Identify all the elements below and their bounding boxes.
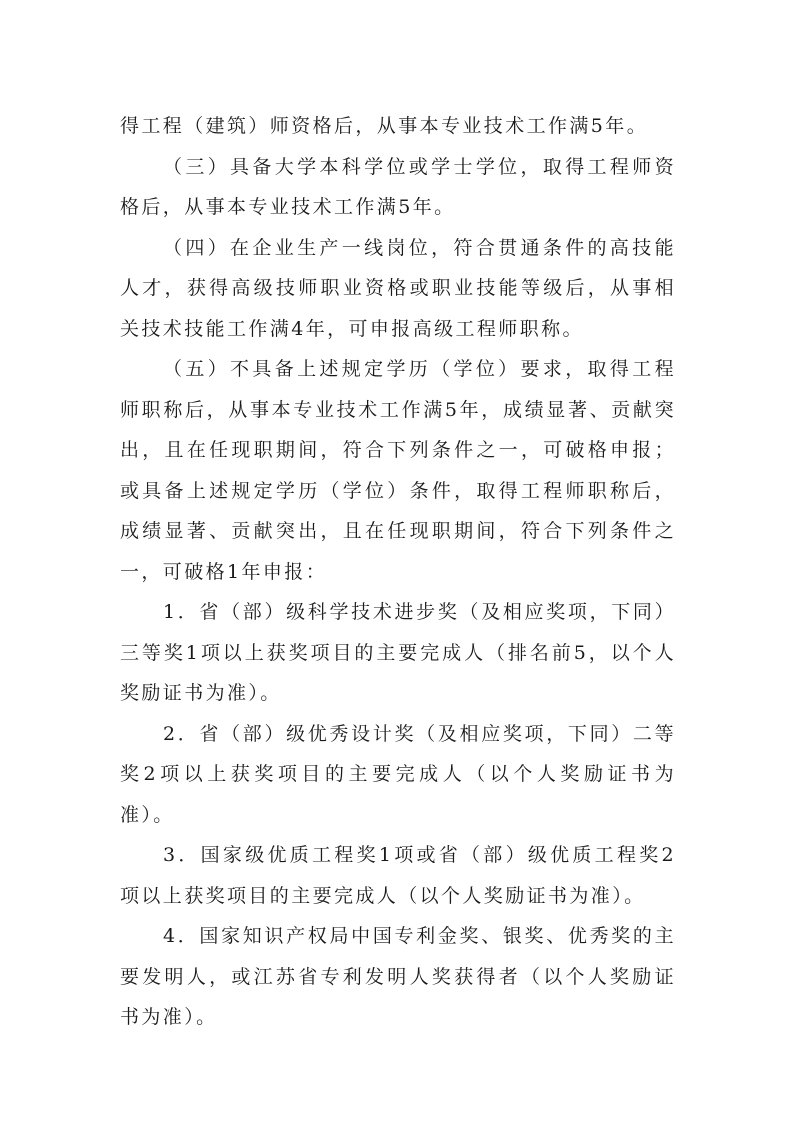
document-body (120, 106, 676, 1038)
list-item-1: 1．省（部）级科学技术进步奖（及相应奖项，下同）三等奖1项以上获奖项目的主要完成人（排名前5，以个人奖励证书为准）。 (120, 601, 676, 704)
list-item-4: 4．国家知识产权局中国专利金奖、银奖、优秀奖的主要发明人，或江苏省专利发明人奖获得者（以个人奖励证书为准）。 (120, 925, 676, 1028)
paragraph-item-4: （四）在企业生产一线岗位，符合贯通条件的高技能人才，获得高级技师职业资格或职业技能等级后，从事相关技术技能工作满4年，可申报高级工程师职称。 (120, 236, 676, 340)
paragraph-item-5: （五）不具备上述规定学历（学位）要求，取得工程师职称后，从事本专业技术工作满5年，成绩显著、贡献突出，且在任现职期间，符合下列条件之一，可破格申报；或具备上述规定学历（学位）条件，取得工程师职称后，成绩显著、贡献突出，且在任现职期间，符合下列条件之一，可破格1年申报： (120, 358, 676, 583)
list-item-3: 3．国家级优质工程奖1项或省（部）级优质工程奖2项以上获奖项目的主要完成人（以个人奖励证书为准）。 (120, 844, 676, 907)
list-item-2: 2．省（部）级优秀设计奖（及相应奖项，下同）二等奖2项以上获奖项目的主要完成人（以个人奖励证书为准）。 (120, 722, 676, 826)
paragraph-continuation: 得工程（建筑）师资格后，从事本专业技术工作满5年。 (120, 115, 649, 137)
paragraph-item-3: （三）具备大学本科学位或学士学位，取得工程师资格后，从事本专业技术工作满5年。 (120, 155, 676, 218)
